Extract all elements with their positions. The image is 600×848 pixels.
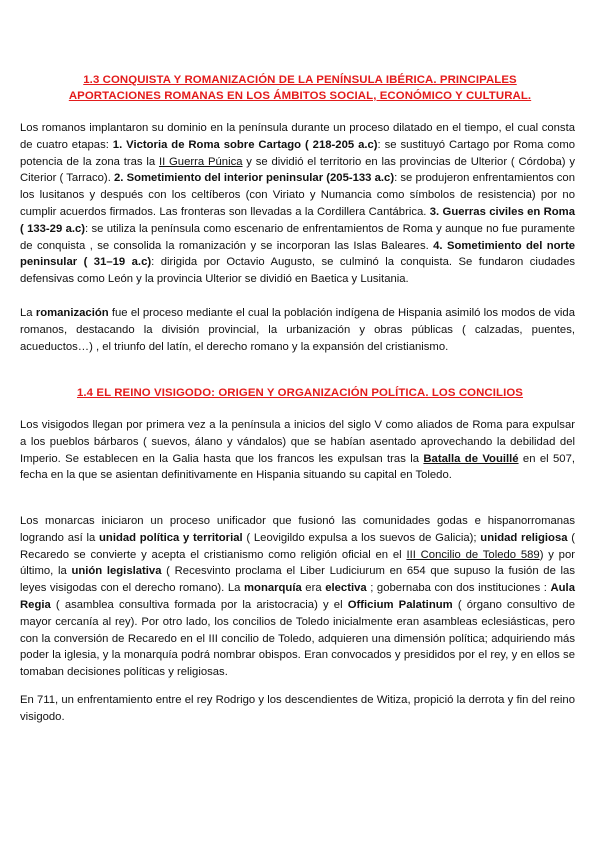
text-span: Los monarcas iniciaron un proceso unificador que fusionó las comunidades godas e hispanorromanas logrando así la: [20, 515, 575, 544]
text-span: era: [301, 582, 326, 595]
underlined-term: III Concilio de Toledo 589: [406, 548, 540, 561]
bold-term: unidad política y territorial: [99, 531, 243, 544]
text-span: ) y por último, la: [20, 548, 576, 578]
bold-term: Aula Regia: [20, 582, 575, 611]
bold-term: unidad religiosa: [480, 531, 568, 544]
heading-line-1: 1.3 CONQUISTA Y ROMANIZACIÓN DE LA PENÍNSULA IBÉRICA. PRINCIPALES: [83, 74, 517, 86]
text-span: y se dividió el territorio en las provincias de Ulterior ( Córdoba) y Citerior ( Tarraco).: [20, 155, 575, 185]
bold-term: 4. Sometimiento del norte peninsular ( 31–19 a.c): [20, 239, 575, 269]
bold-term: 1. Victoria de Roma sobre Cartago ( 218-205 a.c): [112, 138, 378, 151]
text-span: ( órgano consultivo de mayor cercanía al rey). Por otro lado, los concilios de Toledo inicialmente eran asambleas eclesiásticas, pero con la conversión de Recaredo en el III concilio de Toledo, adquieren una dimensión política; adquiriendo más poder la iglesia, y la monarquía podrá nombrar obispos. Eran convocados y presididos por el rey, y en ellos se tomaban decisiones políticas y religiosas.: [20, 598, 575, 679]
bold-term: monarquía: [244, 582, 302, 595]
text-span: : se utiliza la península como escenario de enfrentamientos de Roma y aunque no fue puramente de conquista , se consolida la romanización y se incorporan las Islas Baleares.: [20, 222, 576, 252]
paragraph-romanizacion: [20, 305, 575, 355]
underlined-term: II Guerra Púnica: [158, 155, 243, 168]
text-span: Los visigodos llegan por primera vez a la península a inicios del siglo V como aliados de Roma para expulsar a los pueblos bárbaros ( suevos, álano y vándalos) que se habían asentado aprovechando la debilidad del Imperio. Se establecen en la Galia hasta que los francos les expulsan tras la: [20, 419, 575, 465]
paragraph-fin-reino: En 711, un enfrentamiento entre el rey Rodrigo y los descendientes de Witiza, propició la derrota y fin del reino visigodo.: [20, 694, 575, 723]
paragraph-llegada-visigodos: [20, 417, 575, 484]
section-heading-reino-visigodo: 1.4 EL REINO VISIGODO: ORIGEN Y ORGANIZACIÓN POLÍTICA. LOS CONCILIOS: [76, 387, 524, 399]
text-span: ( Recaredo se convierte y acepta el cristianismo como religión oficial en el: [20, 531, 576, 561]
text-span: ; gobernaba con dos instituciones :: [366, 582, 551, 595]
bold-term: Officium Palatinum: [347, 598, 453, 611]
text-span: ( asamblea consultiva formada por la aristocracia) y el: [50, 598, 348, 611]
bold-term: romanización: [35, 307, 109, 319]
text-span: ( Leovigildo expulsa a los suevos de Galicia);: [242, 531, 481, 544]
section-heading-romanizacion: [34, 72, 566, 104]
text-span: : se produjeron enfrentamientos con los lusitanos y después con los celtíberos (con Viriato y Numancia como símbolos de resistencia) por no cumplir acuerdos firmados. Las fronteras son llevadas a la Cordillera Cantábrica.: [20, 172, 575, 218]
bold-term: 3. Guerras civiles en Roma ( 133-29 a.c): [20, 205, 576, 235]
heading-line-2: APORTACIONES ROMANAS EN LOS ÁMBITOS SOCIAL, ECONÓMICO Y CULTURAL.: [68, 90, 532, 102]
bold-term: electiva: [325, 582, 367, 595]
bold-term: unión legislativa: [71, 565, 162, 578]
paragraph-unificacion: [20, 513, 575, 681]
text-span: La: [20, 307, 36, 319]
bold-term: 2. Sometimiento del interior peninsular (205-133 a.c): [114, 172, 395, 185]
text-span: fue el proceso mediante el cual la población indígena de Hispania asimiló los modos de vida romanos, destacando la división provincial, la urbanización y obras públicas ( calzadas, puentes, acueductos…) , el triunfo del latín, el derecho romano y la expansión del cristianismo.: [20, 307, 575, 353]
paragraph-etapas-conquista: [20, 120, 575, 288]
text-span: : dirigida por Octavio Augusto, se culminó la conquista. Se fundaron ciudades defensivas como León y la provincia Ulterior se dividió en Baetica y Lusitania.: [20, 256, 576, 286]
text-span: Los romanos implantaron su dominio en la península durante un proceso dilatado en el tiempo, el cual consta de cuatro etapas:: [20, 122, 575, 151]
bold-underlined-term: Batalla de Vouillé: [423, 452, 519, 465]
text-span: ( Recesvinto proclama el Liber Ludiciurum en 654 que supuso la fusión de las leyes visigodas con el derecho romano). La: [20, 565, 575, 595]
text-span: en el 507, fecha en la que se asientan definitivamente en Hispania situando su capital en Toledo.: [20, 452, 576, 482]
text-span: : se sustituyó Cartago por Roma como potencia de la zona tras la: [20, 138, 576, 168]
